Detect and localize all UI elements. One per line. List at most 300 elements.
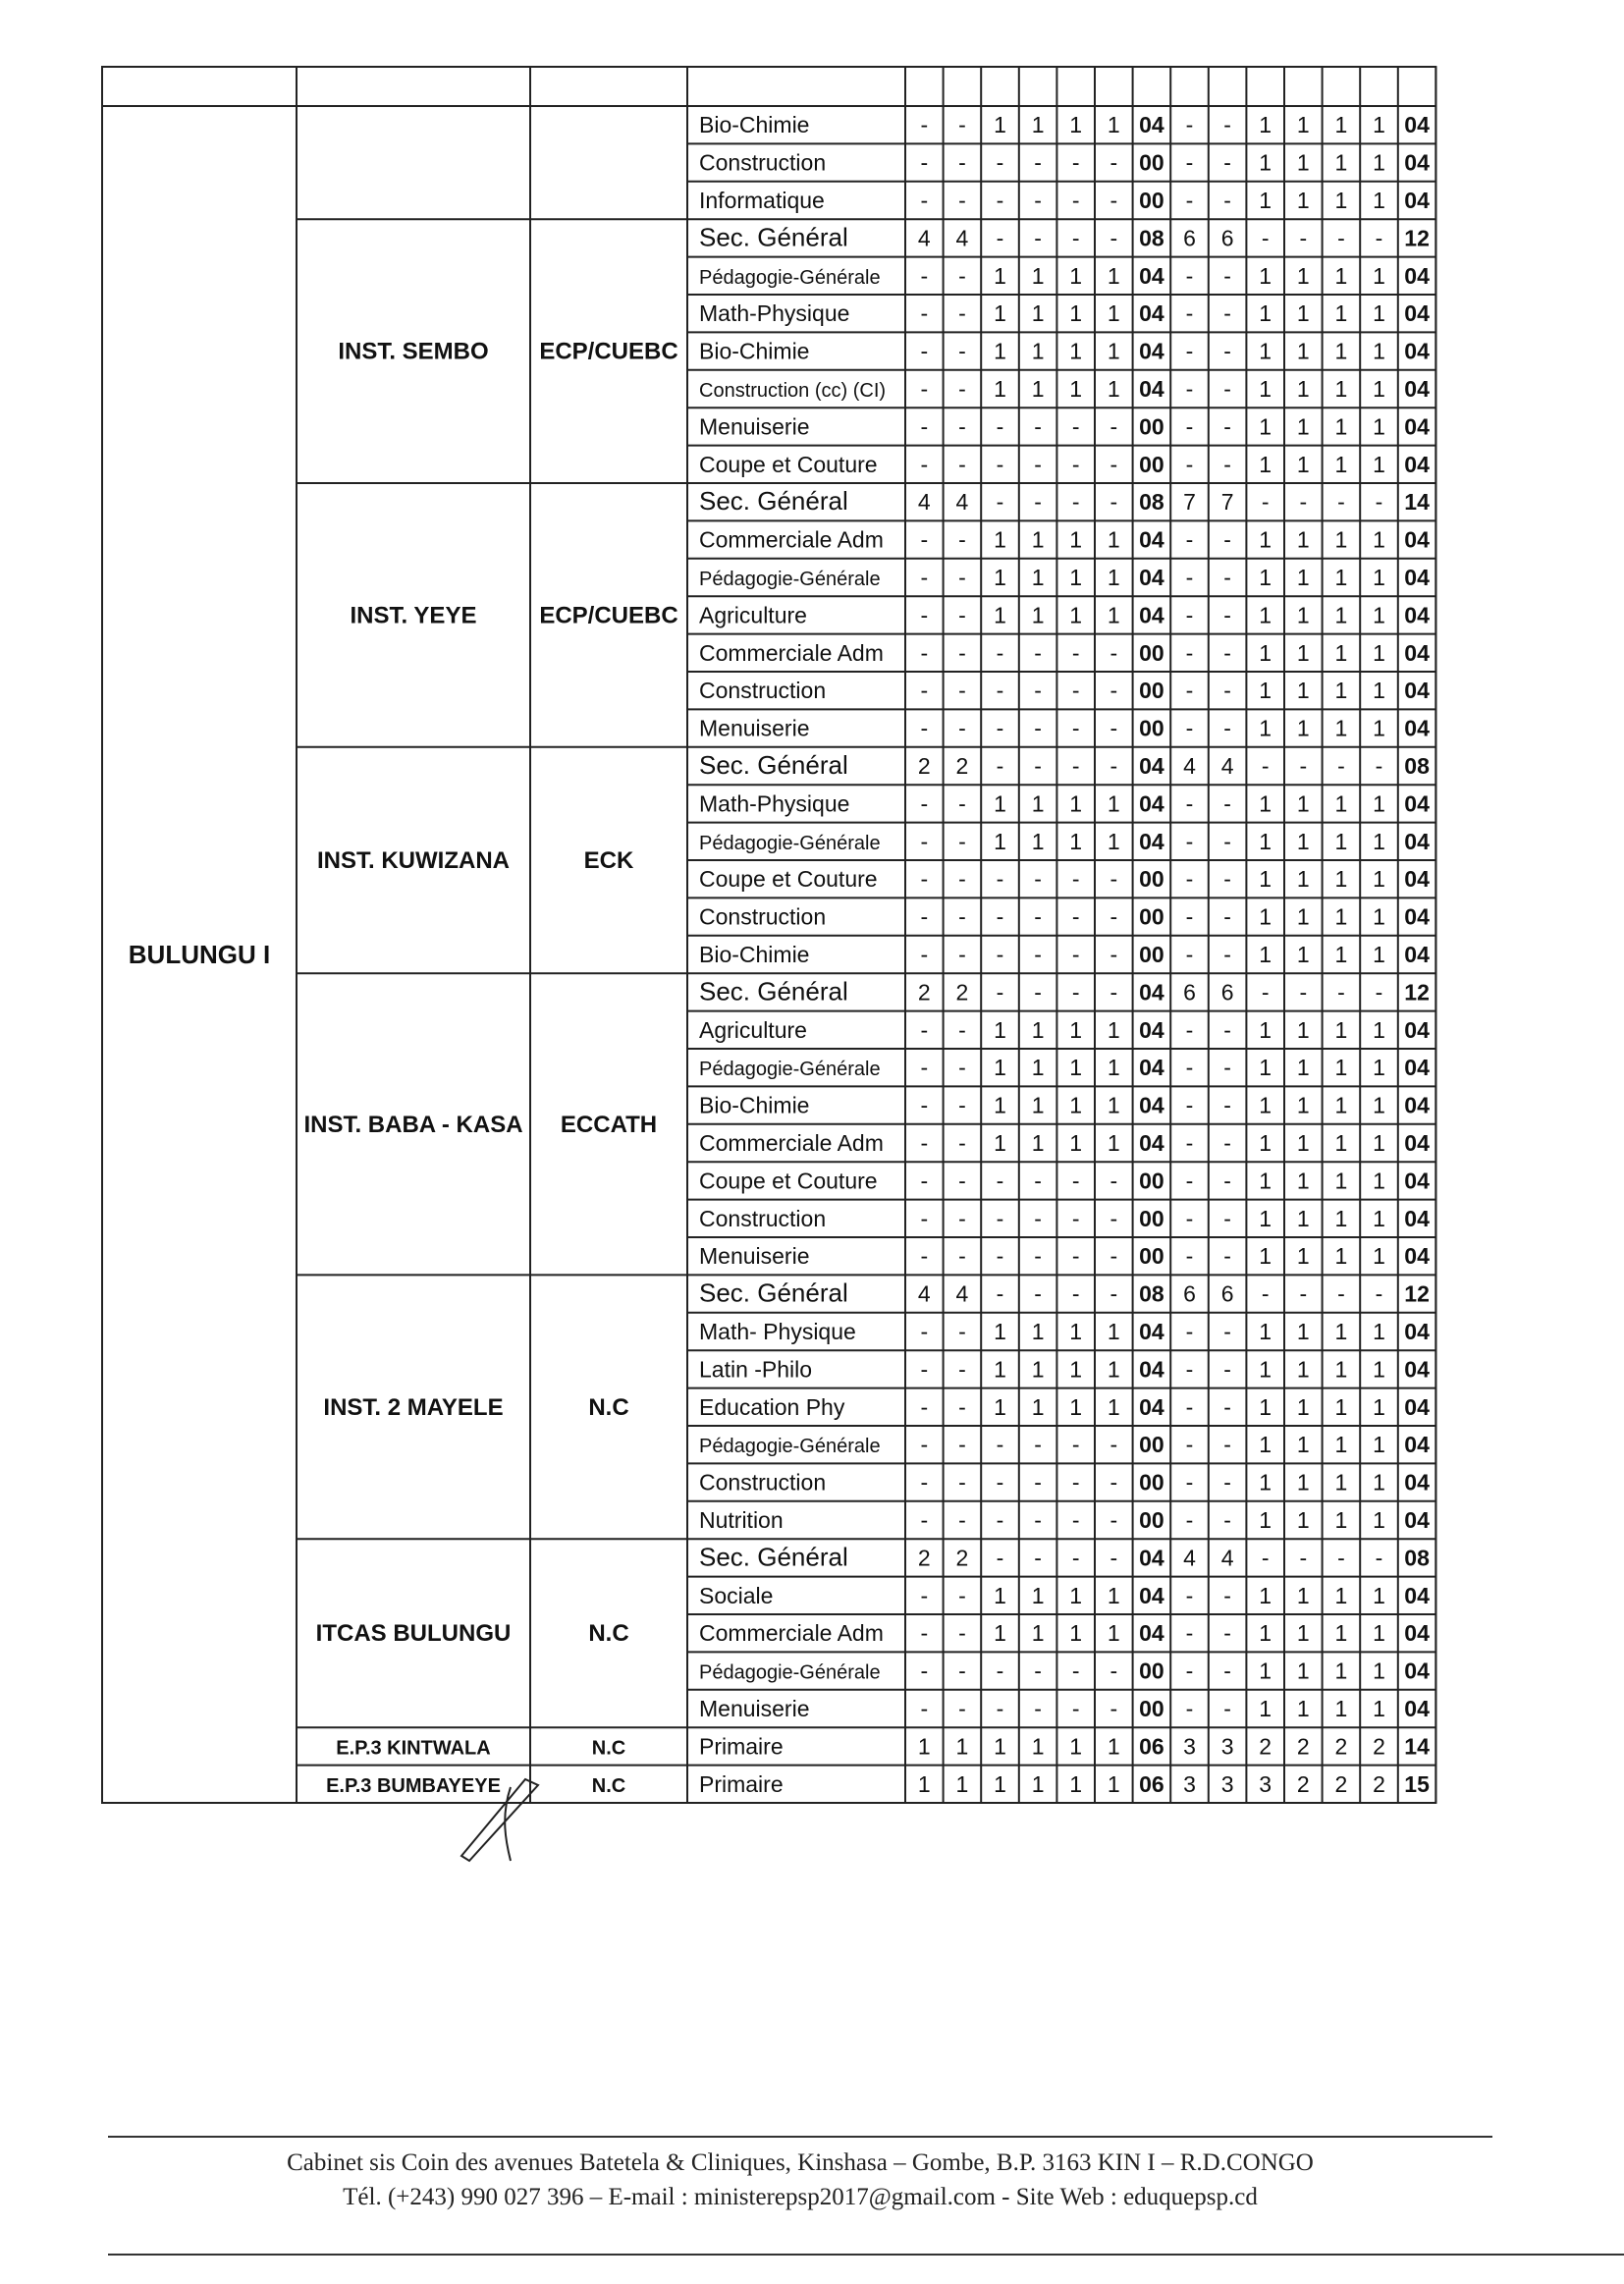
count-cell: 1 <box>1334 866 1348 893</box>
count-cell: - <box>1375 489 1383 516</box>
count-cell: 4 <box>955 489 969 516</box>
count-cell: 3 <box>1220 1770 1234 1797</box>
count-cell: - <box>996 639 1004 666</box>
total-cell: 04 <box>1404 338 1430 364</box>
count-cell: - <box>1223 715 1231 741</box>
total-cell: 04 <box>1139 1055 1164 1081</box>
option-label: Sec. Général <box>699 222 848 252</box>
count-cell: 1 <box>955 1733 969 1760</box>
count-cell: 1 <box>1069 1393 1083 1420</box>
count-cell: - <box>1337 489 1345 516</box>
count-cell: - <box>1223 565 1231 590</box>
count-cell: - <box>920 1092 929 1118</box>
count-cell: - <box>1034 413 1042 440</box>
count-cell: 1 <box>1334 1469 1348 1495</box>
count-cell: 1 <box>1031 1055 1045 1081</box>
count-cell: 1 <box>1031 1770 1045 1797</box>
count-cell: 1 <box>1259 1469 1272 1495</box>
count-cell: - <box>1375 1280 1383 1307</box>
count-cell: 1 <box>917 1733 931 1760</box>
count-cell: 1 <box>1296 1620 1310 1647</box>
option-label: Primaire <box>699 1770 784 1797</box>
total-cell: 00 <box>1139 1507 1164 1533</box>
count-cell: - <box>1223 1393 1231 1420</box>
count-cell: - <box>1110 639 1118 666</box>
count-cell: 1 <box>1373 1582 1385 1608</box>
count-cell: - <box>958 262 966 289</box>
count-cell: - <box>958 1168 966 1194</box>
total-cell: 14 <box>1404 1733 1430 1760</box>
option-label: Commerciale Adm <box>699 1130 884 1156</box>
count-cell: - <box>920 1432 929 1458</box>
total-cell: 00 <box>1139 188 1164 213</box>
count-cell: - <box>1223 112 1231 138</box>
count-cell: - <box>920 790 929 817</box>
total-cell: 04 <box>1139 565 1164 590</box>
count-cell: - <box>1223 188 1231 213</box>
count-cell: 1 <box>1259 1393 1272 1420</box>
count-cell: - <box>1185 413 1194 440</box>
count-cell: 7 <box>1220 489 1234 516</box>
count-cell: 1 <box>1296 1469 1310 1495</box>
count-cell: - <box>958 1393 966 1420</box>
count-cell: 1 <box>1373 942 1385 967</box>
count-cell: 1 <box>1107 376 1120 402</box>
total-cell: 04 <box>1404 866 1430 893</box>
count-cell: 1 <box>994 1393 1006 1420</box>
count-cell: - <box>920 1168 929 1194</box>
count-cell: - <box>996 1469 1004 1495</box>
count-cell: - <box>1223 602 1231 628</box>
total-cell: 08 <box>1139 489 1164 516</box>
count-cell: 1 <box>1334 903 1348 930</box>
count-cell: 6 <box>1220 979 1234 1006</box>
count-cell: - <box>1223 942 1231 967</box>
count-cell: 1 <box>1334 262 1348 289</box>
option-label: Pédagogie-Générale <box>699 1436 881 1458</box>
count-cell: 3 <box>1183 1770 1196 1797</box>
count-cell: 1 <box>1031 602 1045 628</box>
option-label: Pédagogie-Générale <box>699 1661 881 1684</box>
count-cell: 1 <box>1259 1658 1272 1684</box>
count-cell: 1 <box>1296 678 1310 704</box>
count-cell: - <box>920 903 929 930</box>
count-cell: - <box>996 225 1004 251</box>
count-cell: - <box>1034 1507 1042 1533</box>
total-cell: 04 <box>1404 1130 1430 1156</box>
total-cell: 04 <box>1139 979 1164 1006</box>
count-cell: 1 <box>994 828 1006 854</box>
count-cell: 1 <box>1107 602 1120 628</box>
count-cell: 1 <box>1259 1620 1272 1647</box>
count-cell: - <box>920 262 929 289</box>
count-cell: - <box>1110 1545 1118 1571</box>
count-cell: - <box>1223 1696 1231 1721</box>
count-cell: 1 <box>1031 1130 1045 1156</box>
count-cell: - <box>1185 678 1194 704</box>
count-cell: - <box>1071 451 1080 477</box>
count-cell: 1 <box>1334 1319 1348 1344</box>
count-cell: 1 <box>1334 413 1348 440</box>
total-cell: 00 <box>1139 149 1164 176</box>
total-cell: 04 <box>1404 1582 1430 1608</box>
count-cell: - <box>1071 942 1080 967</box>
count-cell: 1 <box>1334 188 1348 213</box>
option-label: Construction <box>699 903 827 930</box>
count-cell: 1 <box>1373 565 1385 590</box>
count-cell: 1 <box>1069 1620 1083 1647</box>
option-label: Commerciale Adm <box>699 1620 884 1647</box>
total-cell: 00 <box>1139 1696 1164 1721</box>
count-cell: - <box>958 149 966 176</box>
count-cell: - <box>920 1582 929 1608</box>
count-cell: 2 <box>917 1545 931 1571</box>
count-cell: - <box>958 715 966 741</box>
count-cell: - <box>920 413 929 440</box>
count-cell: 1 <box>1259 602 1272 628</box>
count-cell: - <box>1071 678 1080 704</box>
total-cell: 00 <box>1139 413 1164 440</box>
count-cell: 1 <box>1296 790 1310 817</box>
count-cell: 1 <box>1069 338 1083 364</box>
count-cell: - <box>958 866 966 893</box>
count-cell: - <box>1223 1092 1231 1118</box>
count-cell: 1 <box>1069 1055 1083 1081</box>
count-cell: - <box>920 338 929 364</box>
count-cell: 1 <box>1373 112 1385 138</box>
count-cell: - <box>1034 715 1042 741</box>
option-label: Construction (cc) (CI) <box>699 380 887 402</box>
school-name: INST. 2 MAYELE <box>323 1393 504 1421</box>
count-cell: 1 <box>1373 1168 1385 1194</box>
count-cell: 1 <box>1373 1055 1385 1081</box>
count-cell: - <box>920 942 929 967</box>
count-cell: - <box>920 602 929 628</box>
count-cell: 6 <box>1220 225 1234 251</box>
total-cell: 04 <box>1404 1356 1430 1383</box>
total-cell: 04 <box>1404 1658 1430 1684</box>
count-cell: - <box>996 1168 1004 1194</box>
count-cell: - <box>1299 979 1308 1006</box>
count-cell: 1 <box>1334 1055 1348 1081</box>
count-cell: - <box>1299 1280 1308 1307</box>
count-cell: 1 <box>1259 828 1272 854</box>
total-cell: 04 <box>1139 1319 1164 1344</box>
count-cell: 1 <box>1107 1319 1120 1344</box>
option-label: Commerciale Adm <box>699 639 884 666</box>
count-cell: - <box>1261 1545 1270 1571</box>
total-cell: 04 <box>1404 300 1430 327</box>
count-cell: 1 <box>994 300 1006 327</box>
school-name: ITCAS BULUNGU <box>315 1620 512 1648</box>
count-cell: - <box>1071 188 1080 213</box>
count-cell: - <box>920 1356 929 1383</box>
total-cell: 04 <box>1404 1393 1430 1420</box>
count-cell: 1 <box>1069 790 1083 817</box>
total-cell: 04 <box>1404 112 1430 138</box>
count-cell: - <box>996 1280 1004 1307</box>
count-cell: 1 <box>1259 376 1272 402</box>
count-cell: - <box>1034 639 1042 666</box>
option-label: Education Phy <box>699 1393 845 1420</box>
count-cell: 1 <box>1296 1319 1310 1344</box>
count-cell: 1 <box>1334 828 1348 854</box>
count-cell: - <box>1071 979 1080 1006</box>
count-cell: 1 <box>1373 639 1385 666</box>
count-cell: 2 <box>1334 1770 1348 1797</box>
count-cell: - <box>1110 451 1118 477</box>
total-cell: 04 <box>1404 1507 1430 1533</box>
total-cell: 04 <box>1139 753 1164 779</box>
count-cell: - <box>1034 903 1042 930</box>
total-cell: 04 <box>1404 1168 1430 1194</box>
count-cell: 4 <box>917 1280 931 1307</box>
count-cell: 1 <box>1334 1582 1348 1608</box>
count-cell: - <box>1185 300 1194 327</box>
count-cell: - <box>1223 451 1231 477</box>
count-cell: - <box>1185 1168 1194 1194</box>
total-cell: 04 <box>1139 1130 1164 1156</box>
count-cell: - <box>1185 1393 1194 1420</box>
count-cell: 6 <box>1183 979 1196 1006</box>
count-cell: 4 <box>917 489 931 516</box>
count-cell: - <box>958 1055 966 1081</box>
count-cell: - <box>1071 1432 1080 1458</box>
option-label: Menuiserie <box>699 715 810 741</box>
count-cell: 1 <box>994 112 1006 138</box>
count-cell: 1 <box>1334 1168 1348 1194</box>
total-cell: 04 <box>1404 639 1430 666</box>
count-cell: - <box>1034 1469 1042 1495</box>
count-cell: 1 <box>1031 262 1045 289</box>
count-cell: - <box>958 903 966 930</box>
total-cell: 06 <box>1139 1770 1164 1797</box>
total-cell: 04 <box>1139 1620 1164 1647</box>
count-cell: 1 <box>1296 1393 1310 1420</box>
count-cell: 1 <box>1259 1130 1272 1156</box>
count-cell: 1 <box>1031 300 1045 327</box>
count-cell: 1 <box>1334 678 1348 704</box>
count-cell: - <box>958 1243 966 1270</box>
count-cell: - <box>1110 149 1118 176</box>
count-cell: 1 <box>1107 565 1120 590</box>
count-cell: - <box>958 828 966 854</box>
count-cell: 1 <box>1069 828 1083 854</box>
count-cell: 6 <box>1183 1280 1196 1307</box>
count-cell: 4 <box>1183 753 1196 779</box>
count-cell: 1 <box>1259 1507 1272 1533</box>
total-cell: 04 <box>1404 1696 1430 1721</box>
count-cell: - <box>1071 715 1080 741</box>
count-cell: - <box>1071 1658 1080 1684</box>
count-cell: 2 <box>917 753 931 779</box>
count-cell: 1 <box>1373 1620 1385 1647</box>
total-cell: 04 <box>1404 149 1430 176</box>
count-cell: 4 <box>1183 1545 1196 1571</box>
count-cell: - <box>1299 753 1308 779</box>
count-cell: - <box>958 1205 966 1231</box>
count-cell: - <box>996 1432 1004 1458</box>
count-cell: - <box>920 828 929 854</box>
count-cell: - <box>1223 1016 1231 1043</box>
count-cell: 1 <box>1334 1243 1348 1270</box>
count-cell: - <box>1034 1545 1042 1571</box>
count-cell: - <box>1375 225 1383 251</box>
count-cell: 1 <box>1373 1319 1385 1344</box>
count-cell: 1 <box>1334 1356 1348 1383</box>
count-cell: - <box>1110 715 1118 741</box>
count-cell: 1 <box>1031 1356 1045 1383</box>
count-cell: 1 <box>1296 338 1310 364</box>
count-cell: 1 <box>1334 451 1348 477</box>
count-cell: - <box>958 376 966 402</box>
count-cell: 1 <box>1373 1469 1385 1495</box>
count-cell: 1 <box>1259 526 1272 553</box>
count-cell: 1 <box>1373 1696 1385 1721</box>
option-label: Agriculture <box>699 1016 807 1043</box>
total-cell: 04 <box>1404 1469 1430 1495</box>
count-cell: - <box>920 1507 929 1533</box>
total-cell: 15 <box>1404 1770 1430 1797</box>
count-cell: 1 <box>1069 602 1083 628</box>
count-cell: - <box>1110 979 1118 1006</box>
count-cell: 1 <box>1259 338 1272 364</box>
total-cell: 12 <box>1404 979 1430 1006</box>
count-cell: - <box>996 1243 1004 1270</box>
count-cell: 1 <box>1296 1055 1310 1081</box>
count-cell: 1 <box>1069 1770 1083 1797</box>
count-cell: 1 <box>1069 1092 1083 1118</box>
count-cell: - <box>1034 188 1042 213</box>
total-cell: 04 <box>1139 1545 1164 1571</box>
count-cell: - <box>1110 489 1118 516</box>
total-cell: 00 <box>1139 451 1164 477</box>
count-cell: 1 <box>1259 149 1272 176</box>
count-cell: - <box>1110 1168 1118 1194</box>
count-cell: - <box>958 942 966 967</box>
count-cell: - <box>1034 1280 1042 1307</box>
count-cell: - <box>1337 1545 1345 1571</box>
count-cell: 1 <box>1259 112 1272 138</box>
total-cell: 00 <box>1139 1432 1164 1458</box>
total-cell: 04 <box>1404 1055 1430 1081</box>
province-label: BULUNGU I <box>128 940 271 969</box>
option-label: Nutrition <box>699 1507 784 1533</box>
option-label: Construction <box>699 1205 827 1231</box>
count-cell: - <box>1071 1507 1080 1533</box>
count-cell: - <box>1110 1696 1118 1721</box>
school-regime: N.C <box>591 1774 626 1797</box>
count-cell: 1 <box>1107 1016 1120 1043</box>
count-cell: - <box>1110 225 1118 251</box>
total-cell: 04 <box>1404 1620 1430 1647</box>
count-cell: - <box>1185 1092 1194 1118</box>
count-cell: 4 <box>1220 753 1234 779</box>
count-cell: - <box>1223 1582 1231 1608</box>
count-cell: 1 <box>1334 112 1348 138</box>
count-cell: 2 <box>1334 1733 1348 1760</box>
count-cell: - <box>1034 225 1042 251</box>
total-cell: 04 <box>1139 112 1164 138</box>
count-cell: 1 <box>1334 639 1348 666</box>
count-cell: 1 <box>1373 262 1385 289</box>
count-cell: 1 <box>1031 1319 1045 1344</box>
count-cell: 1 <box>1373 338 1385 364</box>
count-cell: 1 <box>1296 413 1310 440</box>
count-cell: - <box>1223 1507 1231 1533</box>
count-cell: 1 <box>994 262 1006 289</box>
option-label: Bio-Chimie <box>699 338 810 364</box>
total-cell: 04 <box>1139 526 1164 553</box>
count-cell: 1 <box>1296 1243 1310 1270</box>
count-cell: - <box>958 1469 966 1495</box>
count-cell: 1 <box>1296 715 1310 741</box>
count-cell: 1 <box>1373 1658 1385 1684</box>
count-cell: 6 <box>1183 225 1196 251</box>
school-regime: N.C <box>591 1737 626 1760</box>
count-cell: 2 <box>955 979 969 1006</box>
count-cell: 1 <box>1069 1582 1083 1608</box>
count-cell: - <box>1375 979 1383 1006</box>
count-cell: 1 <box>1296 1507 1310 1533</box>
count-cell: 1 <box>1259 565 1272 590</box>
count-cell: - <box>1110 188 1118 213</box>
count-cell: 1 <box>1031 338 1045 364</box>
count-cell: 1 <box>994 526 1006 553</box>
count-cell: 1 <box>1259 451 1272 477</box>
count-cell: - <box>1223 1356 1231 1383</box>
count-cell: 1 <box>1107 1055 1120 1081</box>
option-label: Coupe et Couture <box>699 1168 878 1194</box>
count-cell: 1 <box>1107 1092 1120 1118</box>
count-cell: - <box>958 1092 966 1118</box>
count-cell: 1 <box>1373 1356 1385 1383</box>
count-cell: 1 <box>1296 262 1310 289</box>
count-cell: 1 <box>1031 1016 1045 1043</box>
count-cell: 1 <box>994 1770 1006 1797</box>
count-cell: - <box>1185 1205 1194 1231</box>
count-cell: 1 <box>1373 413 1385 440</box>
count-cell: - <box>1261 225 1270 251</box>
total-cell: 04 <box>1404 678 1430 704</box>
total-cell: 04 <box>1139 602 1164 628</box>
count-cell: - <box>1223 903 1231 930</box>
count-cell: - <box>920 1469 929 1495</box>
count-cell: 1 <box>1069 1356 1083 1383</box>
option-label: Sec. Général <box>699 976 848 1006</box>
count-cell: 1 <box>994 338 1006 364</box>
count-cell: 1 <box>1373 715 1385 741</box>
school-name: INST. KUWIZANA <box>317 847 510 874</box>
count-cell: 1 <box>1107 526 1120 553</box>
count-cell: - <box>1185 188 1194 213</box>
count-cell: - <box>1185 1696 1194 1721</box>
count-cell: 1 <box>1031 112 1045 138</box>
count-cell: - <box>920 451 929 477</box>
count-cell: 1 <box>1296 639 1310 666</box>
count-cell: 1 <box>1259 903 1272 930</box>
count-cell: - <box>920 1620 929 1647</box>
count-cell: 1 <box>1069 565 1083 590</box>
count-cell: 6 <box>1220 1280 1234 1307</box>
count-cell: 1 <box>1296 602 1310 628</box>
footer-contact: Tél. (+243) 990 027 396 – E-mail : ministerepsp2017@gmail.com - Site Web : eduquepsp.cd <box>343 2184 1258 2210</box>
count-cell: - <box>996 903 1004 930</box>
total-cell: 04 <box>1404 1243 1430 1270</box>
count-cell: - <box>1110 1469 1118 1495</box>
count-cell: 1 <box>1031 1733 1045 1760</box>
count-cell: - <box>996 942 1004 967</box>
